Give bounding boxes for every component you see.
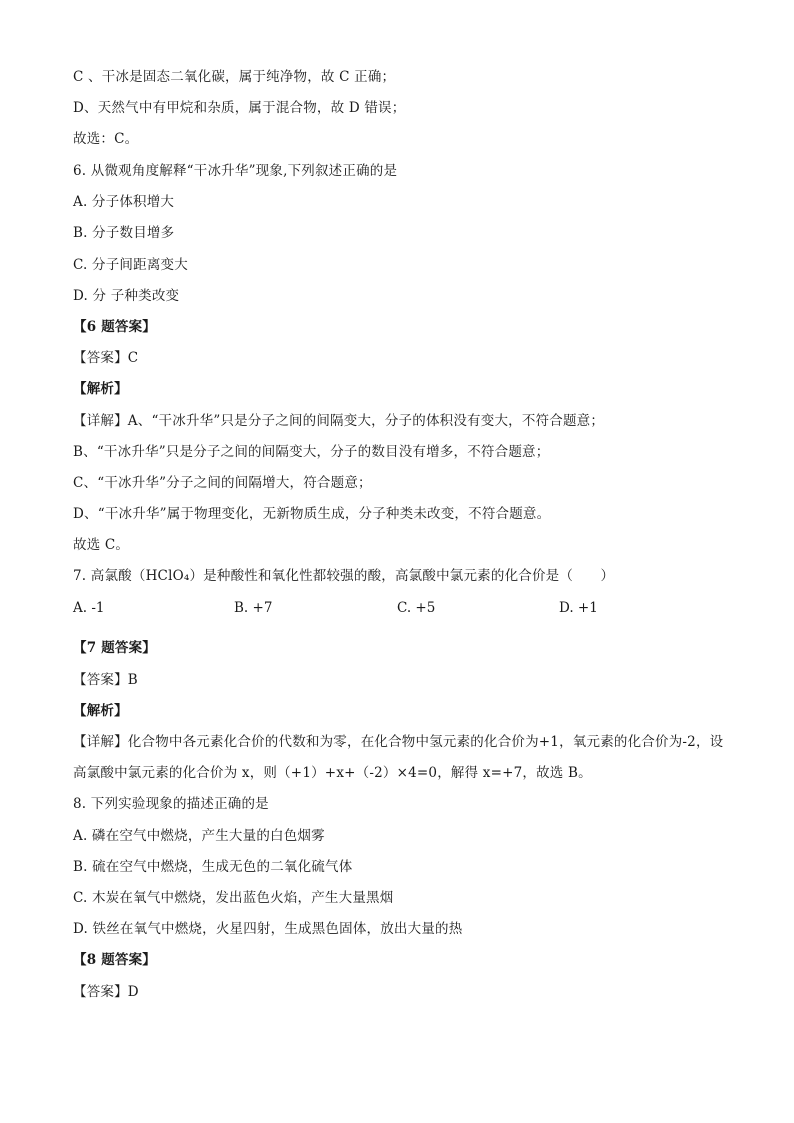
question-6-option-b: B. 分子数目增多 <box>73 225 175 241</box>
question-8-option-b: B. 硫在空气中燃烧，生成无色的二氧化硫气体 <box>73 859 353 875</box>
answer-8: 【答案】D <box>73 984 139 1000</box>
analysis-heading-7: 【解析】 <box>73 703 128 719</box>
explanation-line: 【详解】化合物中各元素化合价的代数和为零，在化合物中氢元素的化合价为+1，氧元素的化合价为-2，设 <box>73 734 724 750</box>
explanation-line: 高氯酸中氯元素的化合价为 x，则（+1）+x+（-2）×4=0，解得 x=+7，故选 B。 <box>73 765 592 781</box>
question-8-option-d: D. 铁丝在氧气中燃烧，火星四射，生成黑色固体，放出大量的热 <box>73 921 463 937</box>
answer-7: 【答案】B <box>73 672 138 688</box>
answer-heading-7: 【7 题答案】 <box>73 640 156 656</box>
question-8-option-c: C. 木炭在氧气中燃烧，发出蓝色火焰，产生大量黑烟 <box>73 890 394 906</box>
analysis-heading-6: 【解析】 <box>73 381 128 397</box>
question-6-stem: 6. 从微观角度解释“干冰升华”现象,下列叙述正确的是 <box>73 163 398 179</box>
answer-heading-6: 【6 题答案】 <box>73 319 156 335</box>
explanation-line: 【详解】A、“干冰升华”只是分子之间的间隔变大，分子的体积没有变大，不符合题意； <box>73 413 605 429</box>
question-7-option-b: B. +7 <box>234 600 273 616</box>
question-6-option-a: A. 分子体积增大 <box>73 194 175 210</box>
explanation-line: C、“干冰升华”分子之间的间隔增大，符合题意； <box>73 475 372 491</box>
explanation-line: D、“干冰升华”属于物理变化，无新物质生成，分子种类未改变，不符合题意。 <box>73 506 551 522</box>
question-7-options <box>73 599 723 617</box>
question-7-stem: 7. 高氯酸（HClO₄）是种酸性和氧化性都较强的酸，高氯酸中氯元素的化合价是（ ） <box>73 568 615 584</box>
question-7-option-c: C. +5 <box>397 600 436 616</box>
answer-6: 【答案】C <box>73 350 139 366</box>
text-line: 故选：C。 <box>73 131 139 147</box>
text-line: C 、干冰是固态二氧化碳，属于纯净物，故 C 正确； <box>73 69 396 85</box>
question-8-option-a: A. 磷在空气中燃烧，产生大量的白色烟雾 <box>73 828 325 844</box>
text-line: D、天然气中有甲烷和杂质，属于混合物，故 D 错误； <box>73 100 406 116</box>
answer-heading-8: 【8 题答案】 <box>73 952 156 968</box>
explanation-line: 故选 C。 <box>73 537 130 553</box>
question-6-option-d: D. 分 子种类改变 <box>73 288 180 304</box>
question-7-option-d: D. +1 <box>559 600 598 616</box>
question-7-option-a: A. -1 <box>73 600 105 616</box>
explanation-line: B、“干冰升华”只是分子之间的间隔变大，分子的数目没有增多，不符合题意； <box>73 444 550 460</box>
question-6-option-c: C. 分子间距离变大 <box>73 257 188 273</box>
question-8-stem: 8. 下列实验现象的描述正确的是 <box>73 796 269 812</box>
